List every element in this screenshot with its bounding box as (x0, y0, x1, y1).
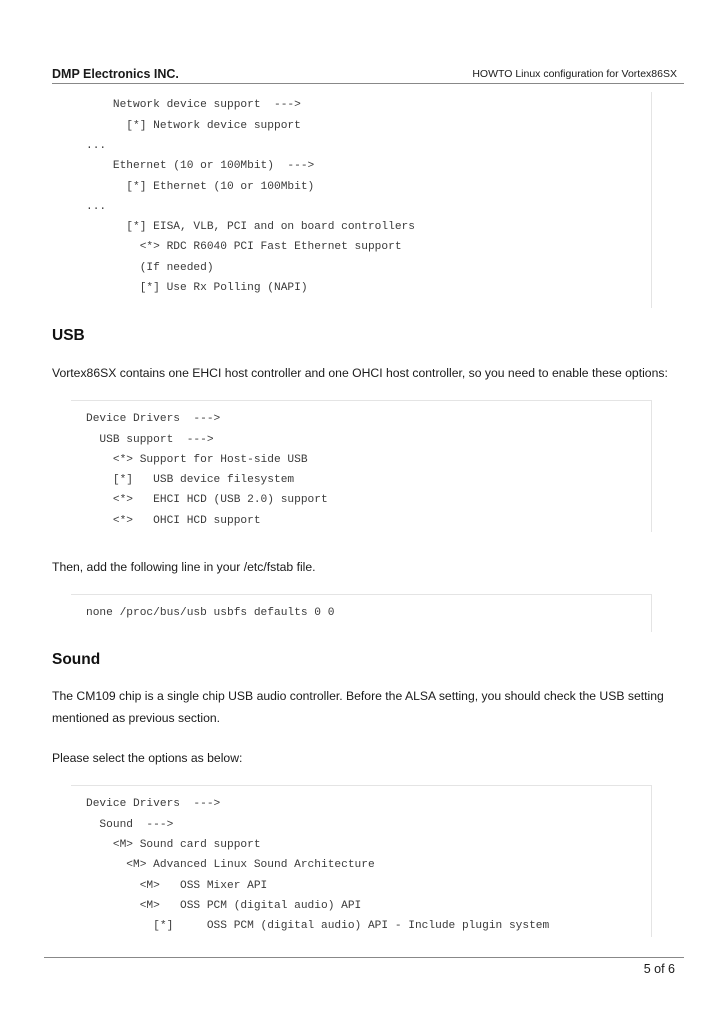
code-line: <M> Advanced Linux Sound Architecture (86, 859, 375, 871)
code-line: USB support ---> (86, 434, 214, 446)
page-number: 5 of 6 (643, 962, 675, 976)
code-line: <M> Sound card support (86, 839, 261, 851)
code-line: [*] Use Rx Polling (NAPI) (86, 282, 308, 294)
usb-heading: USB (52, 327, 85, 344)
code-line: none /proc/bus/usb usbfs defaults 0 0 (86, 607, 335, 619)
header-divider (52, 83, 684, 84)
code-line: [*] USB device filesystem (86, 474, 295, 486)
code-line: Sound ---> (86, 819, 174, 831)
usb-intro-paragraph: Vortex86SX contains one EHCI host controller and one OHCI host controller, so you need to enable these options: (52, 366, 668, 380)
code-line: <*> RDC R6040 PCI Fast Ethernet support (86, 241, 402, 253)
code-line: Device Drivers ---> (86, 798, 221, 810)
sound-heading: Sound (52, 651, 101, 668)
code-line: [*] Network device support (86, 120, 301, 132)
sound-config-block (71, 785, 652, 937)
fstab-config-block (71, 594, 652, 632)
code-line: [*] EISA, VLB, PCI and on board controllers (86, 221, 415, 233)
sound-paragraph-line2: mentioned as previous section. (52, 711, 221, 725)
sound-paragraph-line1: The CM109 chip is a single chip USB audio controller. Before the ALSA setting, you should check the USB setting (52, 689, 664, 703)
network-config-block (84, 92, 652, 308)
code-line: [*] OSS PCM (digital audio) API - Include plugin system (86, 920, 550, 932)
code-line: <M> OSS PCM (digital audio) API (86, 900, 362, 912)
page-header (52, 67, 677, 83)
header-company: DMP Electronics INC. (52, 67, 179, 81)
code-line: <*> Support for Host-side USB (86, 454, 308, 466)
code-line: <M> OSS Mixer API (86, 880, 268, 892)
sound-options-intro: Please select the options as below: (52, 751, 243, 765)
code-line: (If needed) (86, 262, 214, 274)
code-line: <*> EHCI HCD (USB 2.0) support (86, 494, 328, 506)
fstab-intro-paragraph: Then, add the following line in your /etc/fstab file. (52, 560, 316, 574)
header-doc-title: HOWTO Linux configuration for Vortex86SX (472, 68, 677, 80)
code-line: Device Drivers ---> (86, 413, 221, 425)
code-line: ... (86, 140, 107, 152)
usb-config-block (71, 400, 652, 532)
code-line: Network device support ---> (86, 99, 301, 111)
code-line: Ethernet (10 or 100Mbit) ---> (86, 160, 315, 172)
code-line: [*] Ethernet (10 or 100Mbit) (86, 181, 315, 193)
footer-divider (44, 957, 684, 958)
code-line: <*> OHCI HCD support (86, 515, 261, 527)
code-line: ... (86, 201, 107, 213)
